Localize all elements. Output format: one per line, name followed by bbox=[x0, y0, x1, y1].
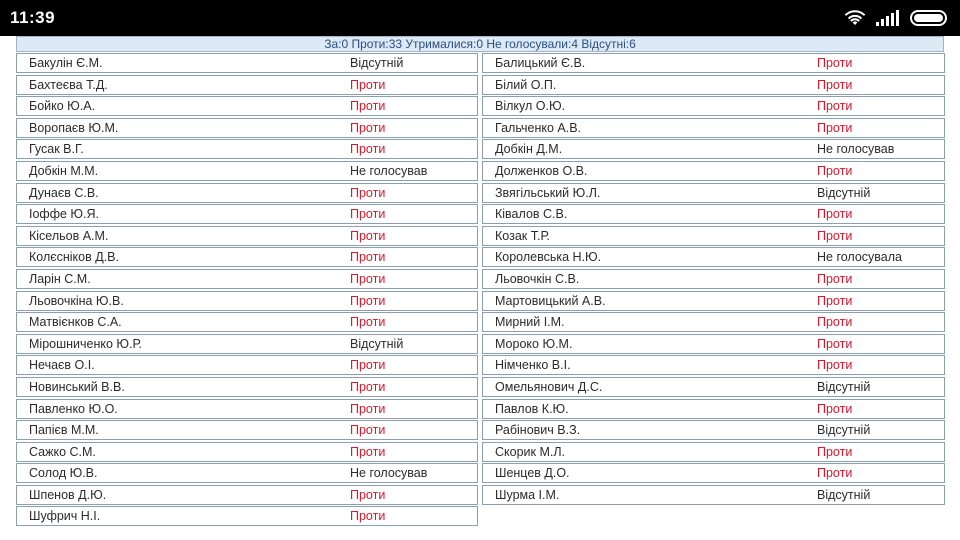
deputy-vote: Проти bbox=[350, 444, 386, 459]
deputy-name: Шуфрич Н.І. bbox=[29, 509, 101, 524]
deputy-row bbox=[482, 161, 945, 181]
deputy-row bbox=[482, 312, 945, 332]
deputy-vote: Проти bbox=[350, 293, 386, 308]
deputy-row bbox=[16, 463, 478, 483]
deputy-row bbox=[16, 442, 478, 462]
deputy-name: Павленко Ю.О. bbox=[29, 401, 118, 416]
deputy-vote: Не голосував bbox=[350, 466, 428, 481]
battery-icon bbox=[910, 10, 950, 26]
deputy-row bbox=[16, 377, 478, 397]
deputy-row bbox=[482, 355, 945, 375]
deputy-name: Матвієнков С.А. bbox=[29, 315, 122, 330]
deputy-row bbox=[16, 204, 478, 224]
deputy-vote: Проти bbox=[350, 77, 386, 92]
deputy-vote: Проти bbox=[817, 120, 853, 135]
deputy-vote: Відсутній bbox=[350, 56, 404, 70]
deputy-row bbox=[16, 291, 478, 311]
deputy-name: Кісельов А.М. bbox=[29, 228, 109, 243]
deputy-vote: Проти bbox=[817, 77, 853, 92]
deputy-vote: Проти bbox=[350, 379, 386, 394]
deputy-name: Вілкул О.Ю. bbox=[495, 99, 566, 114]
deputy-vote: Проти bbox=[817, 444, 853, 459]
deputy-name: Гальченко А.В. bbox=[495, 120, 582, 135]
deputy-name: Ківалов С.В. bbox=[495, 207, 568, 222]
deputy-row bbox=[16, 247, 478, 267]
deputy-vote: Проти bbox=[350, 423, 386, 438]
deputy-row bbox=[16, 355, 478, 375]
deputy-vote: Проти bbox=[350, 250, 386, 265]
deputy-name: Дунаєв С.В. bbox=[29, 185, 99, 200]
deputy-name: Гусак В.Г. bbox=[29, 142, 84, 157]
deputy-vote: Проти bbox=[350, 487, 386, 502]
deputy-row bbox=[482, 334, 945, 354]
deputy-row bbox=[16, 506, 478, 526]
deputy-name: Колєсніков Д.В. bbox=[29, 250, 119, 265]
deputy-row bbox=[482, 139, 945, 159]
deputy-vote: Проти bbox=[350, 99, 386, 114]
deputy-vote: Проти bbox=[817, 293, 853, 308]
deputy-vote: Не голосувала bbox=[817, 250, 902, 265]
deputy-name: Шпенов Д.Ю. bbox=[29, 487, 107, 502]
deputy-name: Бакулін Є.М. bbox=[29, 56, 103, 70]
status-time: 11:39 bbox=[10, 8, 56, 27]
deputy-row bbox=[482, 442, 945, 462]
deputy-name: Рабінович В.З. bbox=[495, 423, 581, 438]
deputy-name: Нечаєв О.І. bbox=[29, 358, 95, 373]
deputy-name: Бахтеєва Т.Д. bbox=[29, 77, 108, 92]
deputy-name: Козак Т.Р. bbox=[495, 228, 550, 243]
deputy-vote: Проти bbox=[350, 358, 386, 373]
deputy-row bbox=[482, 75, 945, 95]
deputy-vote: Проти bbox=[350, 207, 386, 222]
deputy-vote: Проти bbox=[350, 142, 386, 157]
deputy-vote: Не голосував bbox=[350, 163, 428, 178]
deputy-vote: Проти bbox=[817, 358, 853, 373]
deputy-vote: Проти bbox=[350, 120, 386, 135]
deputy-vote: Проти bbox=[350, 315, 386, 330]
deputy-row bbox=[16, 399, 478, 419]
deputy-row bbox=[482, 204, 945, 224]
deputy-name: Бойко Ю.А. bbox=[29, 99, 96, 114]
deputy-row bbox=[482, 226, 945, 246]
deputy-vote: Відсутній bbox=[350, 336, 404, 351]
deputy-name: Ларін С.М. bbox=[29, 271, 91, 286]
deputy-name: Льовочкін С.В. bbox=[495, 271, 580, 286]
deputy-vote: Проти bbox=[350, 271, 386, 286]
deputy-name: Білий О.П. bbox=[495, 77, 557, 92]
deputy-vote: Проти bbox=[817, 315, 853, 330]
deputy-name: Іоффе Ю.Я. bbox=[29, 207, 100, 222]
signal-icon bbox=[876, 10, 900, 26]
deputy-row bbox=[16, 226, 478, 246]
deputy-name: Долженков О.В. bbox=[495, 163, 588, 178]
deputy-vote: Відсутній bbox=[817, 487, 871, 502]
deputy-row bbox=[482, 377, 945, 397]
deputy-row bbox=[482, 399, 945, 419]
deputy-vote: Відсутній bbox=[817, 379, 871, 394]
deputy-name: Королевська Н.Ю. bbox=[495, 250, 602, 265]
deputy-row bbox=[16, 75, 478, 95]
deputy-vote: Проти bbox=[817, 163, 853, 178]
deputy-vote: Проти bbox=[817, 466, 853, 481]
deputy-vote: Проти bbox=[817, 99, 853, 114]
deputy-row bbox=[16, 312, 478, 332]
deputy-row bbox=[482, 420, 945, 440]
deputy-vote: Відсутній bbox=[817, 185, 871, 200]
vote-summary-bar: За:0 Проти:33 Утрималися:0 Не голосували:4 Відсутні:6 bbox=[16, 36, 944, 52]
deputy-vote: Проти bbox=[817, 271, 853, 286]
status-bar bbox=[0, 0, 960, 36]
deputy-name: Німченко В.І. bbox=[495, 358, 571, 373]
deputy-row bbox=[16, 96, 478, 116]
deputy-name: Новинський В.В. bbox=[29, 379, 125, 394]
deputy-row bbox=[482, 183, 945, 203]
deputy-name: Шенцев Д.О. bbox=[495, 466, 570, 481]
status-icons bbox=[844, 9, 950, 27]
deputy-vote: Проти bbox=[350, 185, 386, 200]
deputy-row bbox=[482, 269, 945, 289]
deputy-name: Звягільський Ю.Л. bbox=[495, 185, 601, 200]
left-deputies-column bbox=[16, 53, 478, 528]
deputy-name: Солод Ю.В. bbox=[29, 466, 98, 481]
deputy-name: Льовочкіна Ю.В. bbox=[29, 293, 124, 308]
deputy-row bbox=[482, 53, 945, 73]
deputy-row bbox=[482, 291, 945, 311]
deputy-vote: Проти bbox=[350, 401, 386, 416]
deputy-name: Мірошниченко Ю.Р. bbox=[29, 336, 142, 351]
deputy-row bbox=[16, 420, 478, 440]
deputy-row bbox=[16, 118, 478, 138]
deputy-name: Сажко С.М. bbox=[29, 444, 96, 459]
deputy-row bbox=[482, 118, 945, 138]
wifi-icon bbox=[844, 10, 866, 26]
deputy-name: Мартовицький А.В. bbox=[495, 293, 606, 308]
deputy-vote: Проти bbox=[817, 56, 853, 70]
deputy-name: Омельянович Д.С. bbox=[495, 379, 603, 394]
deputy-row bbox=[16, 269, 478, 289]
deputy-vote: Проти bbox=[817, 207, 853, 222]
deputy-vote: Проти bbox=[817, 401, 853, 416]
deputy-row bbox=[16, 53, 478, 73]
deputy-name: Мороко Ю.М. bbox=[495, 336, 573, 351]
deputy-name: Балицький Є.В. bbox=[495, 56, 586, 70]
deputy-name: Воропаєв Ю.М. bbox=[29, 120, 119, 135]
deputy-name: Павлов К.Ю. bbox=[495, 401, 569, 416]
deputy-vote: Проти bbox=[817, 228, 853, 243]
deputy-vote: Проти bbox=[817, 336, 853, 351]
right-deputies-column bbox=[482, 53, 945, 506]
deputy-vote: Проти bbox=[350, 228, 386, 243]
deputy-row bbox=[482, 96, 945, 116]
deputy-row bbox=[16, 485, 478, 505]
deputy-row bbox=[16, 161, 478, 181]
deputy-row bbox=[16, 139, 478, 159]
deputy-row bbox=[16, 334, 478, 354]
deputy-row bbox=[482, 485, 945, 505]
deputy-row bbox=[482, 247, 945, 267]
deputy-name: Мирний І.М. bbox=[495, 315, 565, 330]
deputy-name: Папієв М.М. bbox=[29, 423, 99, 438]
deputy-vote: Проти bbox=[350, 509, 386, 524]
page-margin-right bbox=[944, 36, 960, 540]
deputy-row bbox=[16, 183, 478, 203]
deputy-name: Добкін Д.М. bbox=[495, 142, 563, 157]
deputy-name: Шурма І.М. bbox=[495, 487, 560, 502]
deputy-vote: Не голосував bbox=[817, 142, 895, 157]
deputy-row bbox=[482, 463, 945, 483]
deputy-vote: Відсутній bbox=[817, 423, 871, 438]
page-margin-left bbox=[0, 36, 16, 540]
deputy-name: Скорик М.Л. bbox=[495, 444, 566, 459]
deputy-name: Добкін М.М. bbox=[29, 163, 99, 178]
